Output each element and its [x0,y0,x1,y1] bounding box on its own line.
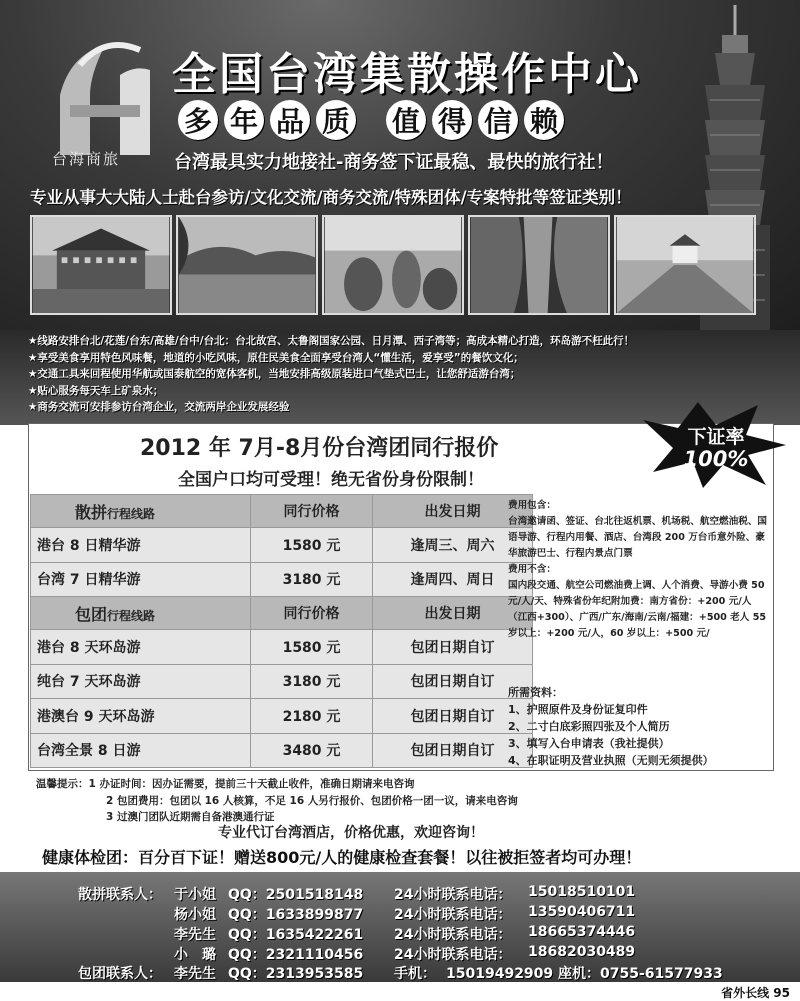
hotel-service-text: 专业代订台湾酒店，价格优惠，欢迎咨询！ [218,825,484,841]
date-header: 出发日期 [373,597,533,630]
price-cell: 3180 元 [251,562,373,597]
price-table [30,494,533,768]
contact-qq: QQ：1633899877 [228,907,364,923]
memorial-hall-photo [614,215,756,315]
slogan [178,100,564,140]
yehliu-rocks-photo [322,215,464,315]
fees-excluded-label: 费用不含： [508,564,556,575]
materials-section [508,684,770,769]
price-panel-subtitle: 全国户口均可受理！绝无省份身份限制！ [178,470,484,490]
tip-line: 温馨提示：1 办证时间：因办证需要，提前三十天截止收件，准确日期请来电咨询 [36,778,415,790]
price-panel-title: 2012 年 7月-8月份台湾团同行报价 [140,436,499,461]
materials-item: 1、护照原件及身份证复印件 [508,703,648,716]
date-cell: 包团日期自订 [373,733,533,768]
table-row [31,528,533,563]
contact-qq: QQ：2321110456 [228,947,364,963]
price-cell: 3180 元 [251,664,373,699]
table-row [31,733,533,768]
route-cell: 台湾 7 日精华游 [31,562,251,597]
contact-phone: 18682030489 [528,944,636,960]
materials-item: 3、填写入台申请表（我社提供） [508,737,670,750]
date-cell: 包团日期自订 [373,630,533,665]
feature-item: ★线路安排台北/花莲/台东/高雄/台中/台北：台北故宫、太鲁阁国家公园、日月潭、西子湾等；高成本精心打造，环岛游不枉此行！ [28,335,635,347]
route-header [31,495,251,528]
logo-text: 台海商旅 [52,150,121,168]
grand-hotel-photo [30,215,172,315]
contact-name: 小 璐 [174,947,216,963]
tip-line: 3 过澳门团队近期需自备港澳通行证 [106,811,275,823]
photo-strip [30,215,756,315]
fees-included-text: 台湾邀请函、签证、台北往返机票、机场税、航空燃油税、国语导游、行程内用餐、酒店、台湾段 200 万台币意外险、豪华旅游巴士、行程内景点门票 [508,516,768,559]
contact-name: 杨小姐 [174,907,216,923]
contact-phone-label: 手机： [394,966,436,982]
contact-qq: QQ：2313953585 [228,966,364,982]
table-row [31,630,533,665]
price-header: 同行价格 [251,597,373,630]
contact-label: 散拼联系人： [78,887,162,903]
materials-item: 2、二寸白底彩照四张及个人简历 [508,720,670,733]
materials-item: 4、在职证明及营业执照（无则无须提供） [508,754,714,767]
page-footer: 省外长线 95 [721,986,790,1000]
contact-phone: 15018510101 [528,884,636,900]
slogan-char: 赖 [524,100,564,140]
fees-included-label: 费用包含： [508,500,556,511]
contact-name: 李先生 [174,927,216,943]
contact-phone-label: 24小时联系电话： [394,927,512,943]
price-cell: 2180 元 [251,699,373,734]
table-header-row [31,495,533,528]
slogan-char: 信 [478,100,518,140]
route-header [31,597,251,630]
intro-text: 专业从事大大陆人士赴台参访/文化交流/商务交流/特殊团体/专案特批等签证类别！ [30,188,632,207]
route-cell: 港澳台 9 天环岛游 [31,699,251,734]
price-header: 同行价格 [251,495,373,528]
slogan-char: 得 [432,100,472,140]
table-row [31,664,533,699]
date-cell: 包团日期自订 [373,699,533,734]
tips-section [36,776,518,826]
contact-phone-label: 24小时联系电话： [394,947,512,963]
materials-label: 所需资料： [508,686,563,699]
feature-item: ★交通工具来回程使用华航或国泰航空的宽体客机，当地安排高级原装进口气垫式巴士，让您舒适游台湾； [28,368,521,380]
tip-line: 2 包团费用：包团以 16 人核算，不足 16 人另行报价、包团价格一团一议，请来电咨询 [106,794,518,807]
contact-phone: 15019492909 座机：0755-61577933 [446,966,723,982]
badge-line2: 100% [683,447,749,471]
feature-item: ★享受美食享用特色风味餐，地道的小吃风味，原住民美食全面享受台湾人“懂生活，爱享受”的餐饮文化； [28,351,524,364]
feature-item: ★贴心服务每天车上矿泉水； [28,384,164,397]
date-cell: 逢周三、周六 [373,528,533,563]
table-row [31,699,533,734]
slogan-char: 多 [178,100,218,140]
fees-excluded-text: 国内段交通、航空公司燃油费上调、人个消费、导游小费 50 元/人/天、特殊省份年纪附加费：南方省份：+200 元/人（江西+300）、广西/广东/海南/云南/福建：+500 老人 55 岁以上：+200 元/人，60 岁以上：+500 元/ [508,580,767,639]
contact-name: 于小姐 [174,887,216,903]
route-header-big: 散拼 [75,502,108,522]
route-cell: 港台 8 天环岛游 [31,630,251,665]
feature-item: ★商务交流可安排参访台湾企业，交流两岸企业发展经验 [28,401,290,413]
slogan-char: 质 [316,100,356,140]
slogan-char: 值 [386,100,426,140]
fees-section [508,498,770,642]
date-cell: 逢周四、周日 [373,562,533,597]
price-cell: 3480 元 [251,733,373,768]
contact-label: 包团联系人： [78,966,162,982]
contact-name: 李先生 [174,966,216,982]
contact-qq: QQ：2501518148 [228,887,364,903]
contact-qq: QQ：1635422261 [228,927,364,943]
contact-phone: 18665374446 [528,924,636,940]
price-cell: 1580 元 [251,630,373,665]
sun-moon-lake-photo [176,215,318,315]
badge-line1: 下证率 [687,426,745,448]
date-header: 出发日期 [373,495,533,528]
route-header-small: 行程线路 [107,506,156,521]
taroko-gorge-photo [468,215,610,315]
health-group-text: 健康体检团：百分百下证！赠送800元/人的健康检查套餐！以往被拒签者均可办理！ [42,848,642,867]
slogan-char: 品 [270,100,310,140]
visa-rate-badge [676,426,756,470]
route-cell: 港台 8 日精华游 [31,528,251,563]
route-header-small: 行程线路 [107,608,156,623]
table-header-row [31,597,533,630]
price-cell: 1580 元 [251,528,373,563]
route-cell: 台湾全景 8 日游 [31,733,251,768]
table-row [31,562,533,597]
route-header-big: 包团 [75,604,108,624]
contact-phone: 13590406711 [528,904,636,920]
contact-phone-label: 24小时联系电话： [394,907,512,923]
subtitle: 台湾最具实力地接社-商务签下证最稳、最快的旅行社！ [174,152,614,173]
page-title: 全国台湾集散操作中心 [172,49,642,100]
slogan-char: 年 [224,100,264,140]
contact-phone-label: 24小时联系电话： [394,887,512,903]
date-cell: 包团日期自订 [373,664,533,699]
route-cell: 纯台 7 天环岛游 [31,664,251,699]
